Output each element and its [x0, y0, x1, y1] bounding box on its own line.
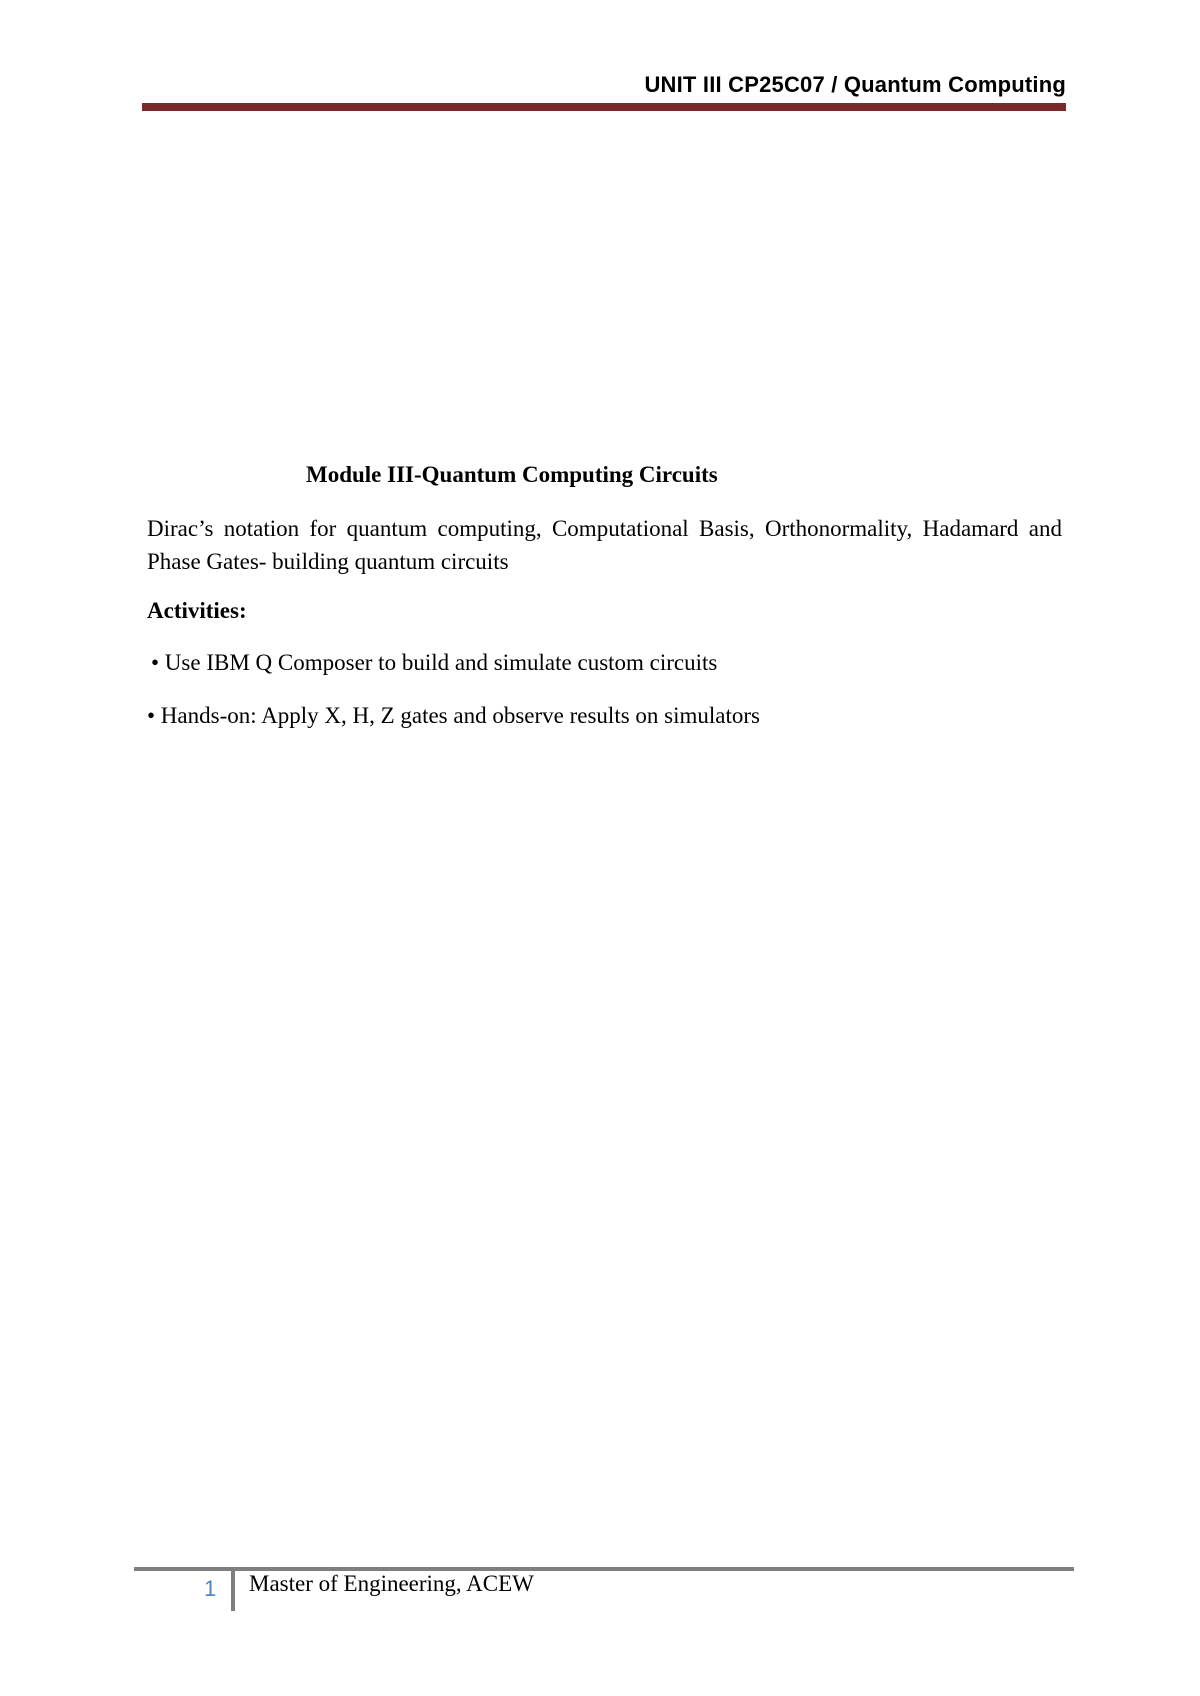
activity-item: • Use IBM Q Composer to build and simulate custom circuits	[151, 650, 718, 675]
module-title: Module III-Quantum Computing Circuits	[306, 462, 718, 487]
activity-item: • Hands-on: Apply X, H, Z gates and observe results on simulators	[147, 703, 760, 728]
footer-text: Master of Engineering, ACEW	[249, 1571, 534, 1596]
page-number: 1	[204, 1576, 217, 1601]
activities-heading: Activities:	[147, 598, 247, 623]
header-title: UNIT III CP25C07 / Quantum Computing	[644, 72, 1066, 97]
footer-divider	[231, 1569, 235, 1611]
header-rule	[142, 103, 1066, 111]
syllabus-text: Dirac’s notation for quantum computing, Computational Basis, Orthonormality, Hadamard and Phase Gates- building quantum circuits	[147, 516, 1062, 574]
